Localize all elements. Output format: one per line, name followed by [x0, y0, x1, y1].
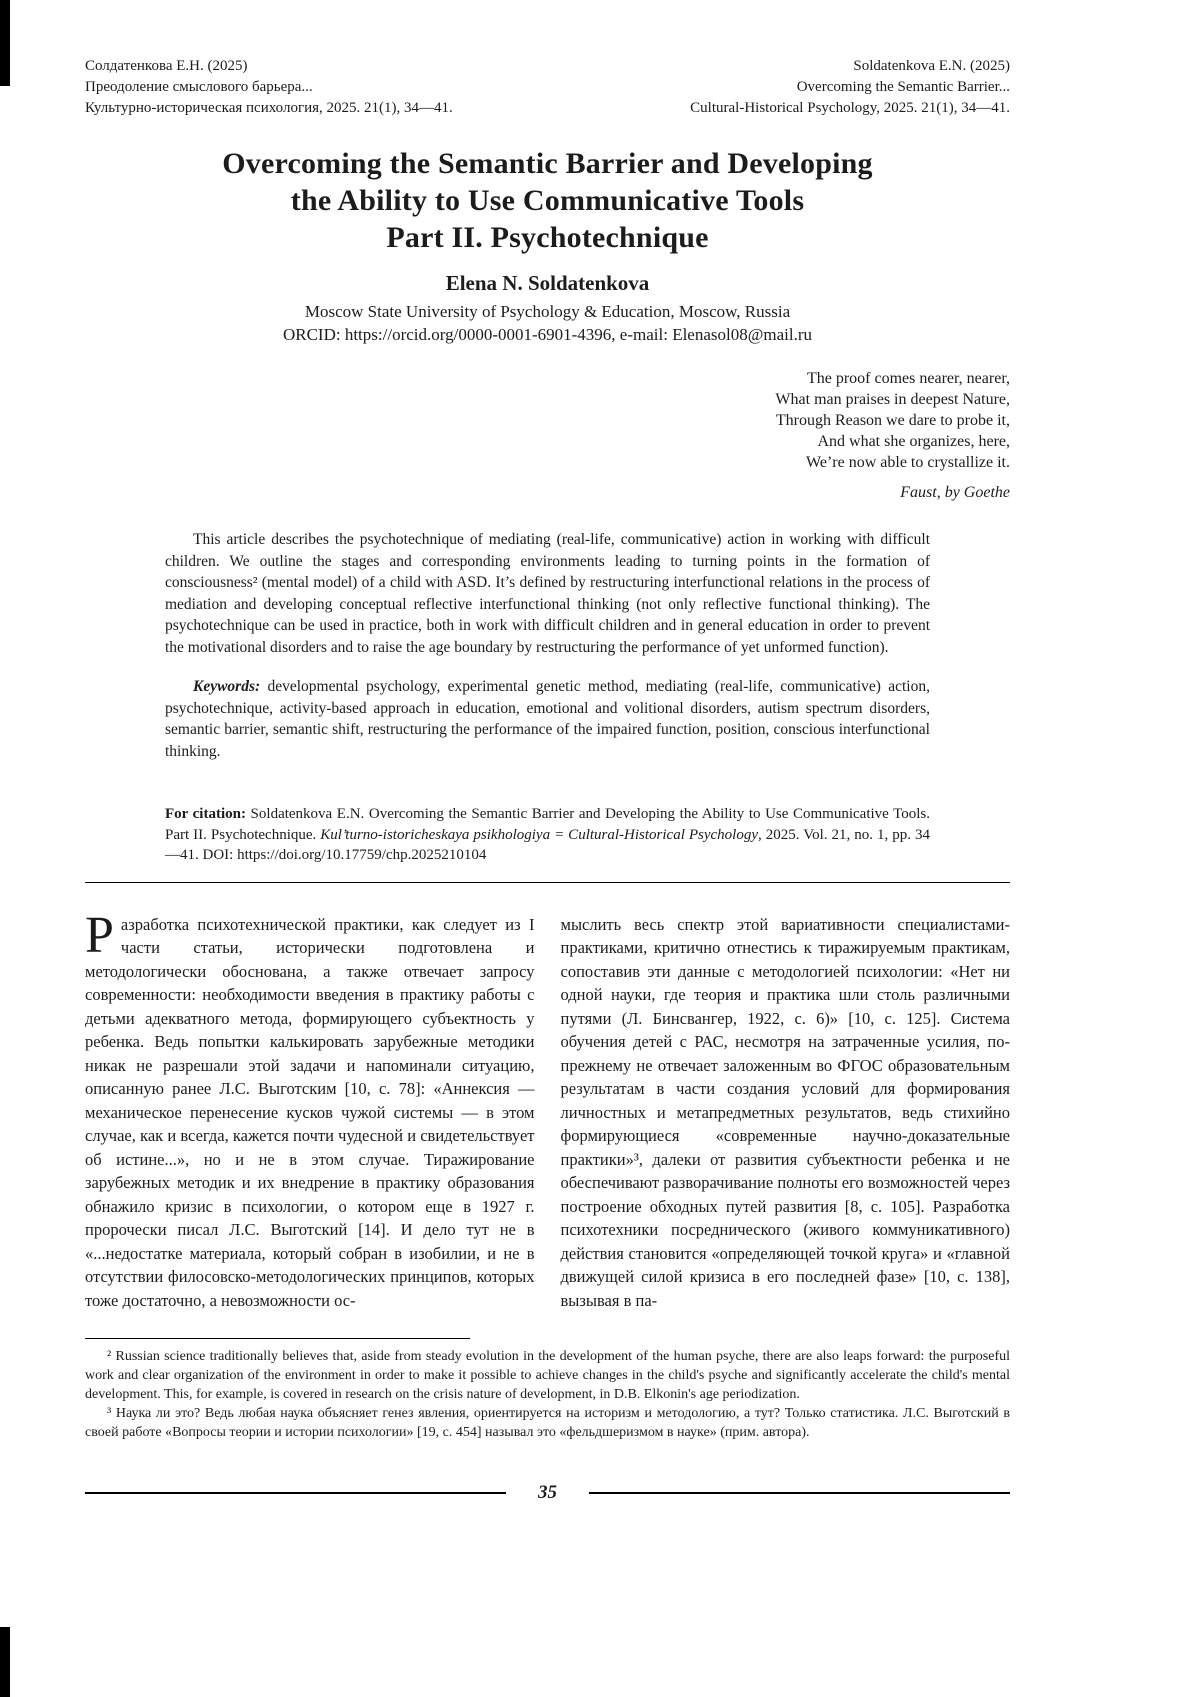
for-citation-journal: Kul’turno-istoricheskaya psikhologiya = Cultural-Historical Psychology: [320, 826, 758, 843]
running-head-journal-en: Cultural-Historical Psychology, 2025. 21(1), 34—41.: [690, 100, 1010, 116]
for-citation-label: For citation:: [165, 806, 246, 822]
for-citation-text-1: Soldatenkova E.N. Overcoming the Semantic Barrier and Developing the Ability to Use Communicative Tools. Part II. Psychotechnique.: [165, 806, 930, 843]
pagination-line-left: [85, 1492, 506, 1494]
running-head-left: [85, 56, 453, 119]
footnote-2: ² Russian science traditionally believes that, aside from steady evolution in the development of the human psyche, there are also leaps forward: the purposeful work and clear organization of the environment in order to make it possible to achieve changes in the child's psyche and significantly accelerate the child's mental development. This, for example, is covered in research on the crisis nature of development, in D.B. Elkonin's age periodization.: [85, 1349, 1010, 1402]
abstract: This article describes the psychotechnique of mediating (real-life, communicative) action in working with difficult children. We outline the stages and corresponding environments leading to turning points in the formation of consciousness² (mental model) of a child with ASD. It’s defined by restructuring interfunctional relations in the process of mediation and developing conceptual reflective interfunctional thinking (not only reflective functional thinking). The psychotechnique can be used in practice, both in work with difficult children and in general education in order to prevent the motivational disorders and to raise the age boundary by restructuring the performance of yet unformed function).: [165, 531, 930, 656]
keywords: [165, 676, 930, 762]
article-title: [85, 145, 1010, 256]
epigraph-line: What man praises in deepest Nature,: [775, 391, 1010, 408]
paragraph: мыслить весь спектр этой вариативности специалистами-практиками, критично отнестись к тиражируемым практикам, сопоставив эти данные с методологией психологии: «Нет ни одной науки, где теория и практика шли столь различными путями (Л. Бинсвангер, 1922, с. 6)» [10, с. 125]. Система обучения детей с РАС, несмотря на затраченные усилия, по-прежнему не отвечает заложенным во ФГОС образовательным результатам в части создания условий для формирования личностных и метапредметных результатов, ведь стихийно формирующиеся «современные научно-доказательные практики»³, далеки от развития субъектности ребенка и не обеспечивают разворачивание полноты его возможностей через построение обходных путей развития [8, с. 105]. Разработка психотехники посреднического (живого коммуникативного) действия становится «определяющей точкой круга» и «главной движущей силой кризиса в его последней фазе» [10, с. 138], вызывая в па-: [560, 914, 1010, 1310]
epigraph: [85, 368, 1010, 503]
epigraph-line: And what she organizes, here,: [817, 433, 1010, 450]
article-title-line-2: the Ability to Use Communicative Tools: [290, 184, 805, 217]
article-body: [85, 906, 1010, 1313]
author-contacts: ORCID: https://orcid.org/0000-0001-6901-4396, e-mail: Elenasol08@mail.ru: [282, 325, 813, 344]
page-edge-mark-top: [0, 0, 10, 86]
footnote-separator: [85, 1338, 470, 1339]
page-number: 35: [538, 1482, 557, 1503]
pagination: [85, 1482, 1010, 1504]
footnotes: [85, 1347, 1010, 1442]
running-head-author-en: Soldatenkova E.N. (2025): [853, 58, 1010, 74]
epigraph-line: Through Reason we dare to probe it,: [775, 412, 1010, 429]
pagination-line-right: [589, 1492, 1010, 1494]
keywords-label: Keywords:: [193, 678, 261, 695]
for-citation: [165, 804, 930, 866]
epigraph-attribution: Faust, by Goethe: [900, 484, 1010, 501]
running-head-right: [690, 56, 1010, 119]
author-affiliation: Moscow State University of Psychology & Education, Moscow, Russia: [304, 302, 791, 321]
page-edge-mark-bottom: [0, 1627, 10, 1697]
footnote-3: ³ Наука ли это? Ведь любая наука объясняет генез явления, ориентируется на историзм и методологию, а тут? Только статистика. Л.С. Выготский в своей работе «Вопросы теории и истории психологии» [19, с. 454] называл это «фельдшеризмом в науке» (прим. автора).: [85, 1406, 1010, 1440]
keywords-text: developmental psychology, experimental genetic method, mediating (real-life, communicative) action, psychotechnique, activity-based approach in education, emotional and volitional disorders, autism spectrum disorders, semantic barrier, semantic shift, restructuring the performance of the impaired function, position, conscious interfunctional thinking.: [165, 678, 930, 760]
running-head-title-en: Overcoming the Semantic Barrier...: [796, 79, 1010, 95]
for-citation-text-2: , 2025. Vol. 21, no. 1, pp. 34—41. DOI: https://doi.org/10.17759/chp.2025210104: [165, 826, 930, 863]
body-column-right: [561, 913, 1011, 1313]
epigraph-line: We’re now able to crystallize it.: [806, 454, 1010, 471]
article-title-line-3: Part II. Psychotechnique: [386, 221, 709, 254]
paragraph: [85, 906, 535, 1313]
running-head-author-ru: Солдатенкова Е.Н. (2025): [85, 58, 248, 74]
author-name: Elena N. Soldatenkova: [445, 271, 650, 295]
body-column-left: [85, 906, 535, 1313]
running-head-title-ru: Преодоление смыслового барьера...: [85, 79, 313, 95]
running-head-journal-ru: Культурно-историческая психология, 2025. 21(1), 34—41.: [85, 100, 453, 116]
drop-cap: Р: [85, 906, 114, 964]
epigraph-line: The proof comes nearer, nearer,: [806, 370, 1010, 387]
paragraph-text: азработка психотехнической практики, как следует из I части статьи, исторически подготовлена и методологически обоснована, а также отвечает запросу современности: необходимости введения в практику работы с детьми адекватного метода, формирующего субъектность у ребенка. Ведь попытки калькировать зарубежные методики никак не разрешали этой задачи и напоминали ситуацию, описанную ранее Л.С. Выготским [10, с. 78]: «Аннексия — механическое перенесение кусков чужой системы — в этом случае, как и всегда, кажется почти чудесной и свидетельствует об истине...», но и не в этом случае. Тиражирование зарубежных методик и их внедрение в практику образования обнажило кризис в психологии, о котором еще в 1927 г. пророчески писал Л.С. Выготский [14]. И дело тут не в «...недостатке материала, который собран в изобилии, и не в отсутствии филосовско-методологических принципов, которых тоже достаточно, а невозможности ос-: [85, 914, 535, 1310]
article-title-line-1: Overcoming the Semantic Barrier and Developing: [222, 147, 873, 180]
divider-rule: [85, 882, 1010, 883]
running-head: [85, 56, 1010, 119]
